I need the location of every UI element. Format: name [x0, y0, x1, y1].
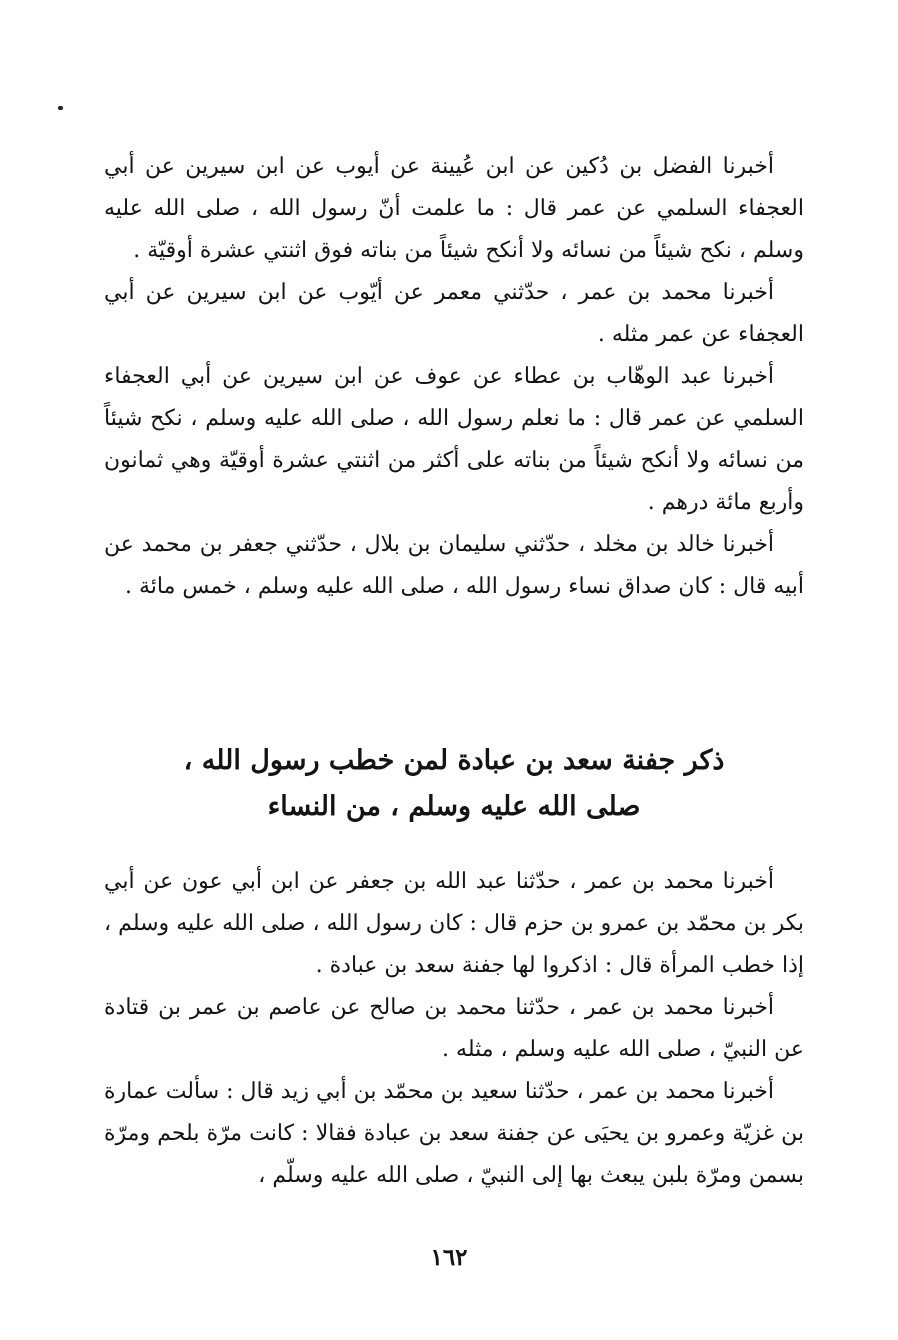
paragraph: أخبرنا محمد بن عمر ، حدّثني معمر عن أيّوب عن ابن سيرين عن أبي العجفاء عن عمر مثله . [104, 280, 804, 347]
paragraph: أخبرنا محمد بن عمر ، حدّثنا عبد الله بن جعفر عن ابن أبي عون عن أبي بكر بن محمّد بن عمرو بن حزم قال : كان رسول الله ، صلى الله عليه وسلم ، إذا خطب المرأة قال : اذكروا لها جفنة سعد بن عبادة . [104, 869, 804, 978]
body-text-section-one [104, 146, 804, 608]
paragraph: أخبرنا محمد بن عمر ، حدّثنا محمد بن صالح عن عاصم بن عمر بن قتادة عن النبيّ ، صلى الله عليه وسلم ، مثله . [104, 995, 804, 1062]
paragraph: أخبرنا خالد بن مخلد ، حدّثني سليمان بن بلال ، حدّثني جعفر بن محمد عن أبيه قال : كان صداق نساء رسول الله ، صلى الله عليه وسلم ، خمس مائة . [104, 532, 804, 599]
paragraph: أخبرنا عبد الوهّاب بن عطاء عن عوف عن ابن سيرين عن أبي العجفاء السلمي عن عمر قال : ما نعلم رسول الله ، صلى الله عليه وسلم ، نكح شيئاً من نسائه ولا أنكح شيئاً من بناته على أكثر من اثنتي عشرة أوقيّة وهي ثمانون وأربع مائة درهم . [104, 364, 804, 515]
page-number: ١٦٢ [430, 1244, 468, 1271]
body-text-section-two [104, 861, 804, 1197]
section-heading [104, 738, 804, 830]
paragraph: أخبرنا محمد بن عمر ، حدّثنا سعيد بن محمّد بن أبي زيد قال : سألت عمارة بن غزيّة وعمرو بن يحيَى عن جفنة سعد بن عبادة فقالا : كانت مرّة بلحم ومرّة بسمن ومرّة بلبن يبعث بها إلى النبيّ ، صلى الله عليه وسلّم ، [104, 1079, 804, 1188]
paragraph: أخبرنا الفضل بن دُكين عن ابن عُيينة عن أيوب عن ابن سيرين عن أبي العجفاء السلمي عن عمر قال : ما علمت أنّ رسول الله ، صلى الله عليه وسلم ، نكح شيئاً من نسائه ولا أنكح شيئاً من بناته فوق اثنتي عشرة أوقيّة . [104, 154, 804, 263]
ink-speck [58, 106, 63, 110]
section-heading-line: صلى الله عليه وسلم ، من النساء [267, 791, 641, 822]
section-heading-line: ذكر جفنة سعد بن عبادة لمن خطب رسول الله ، [183, 745, 725, 776]
